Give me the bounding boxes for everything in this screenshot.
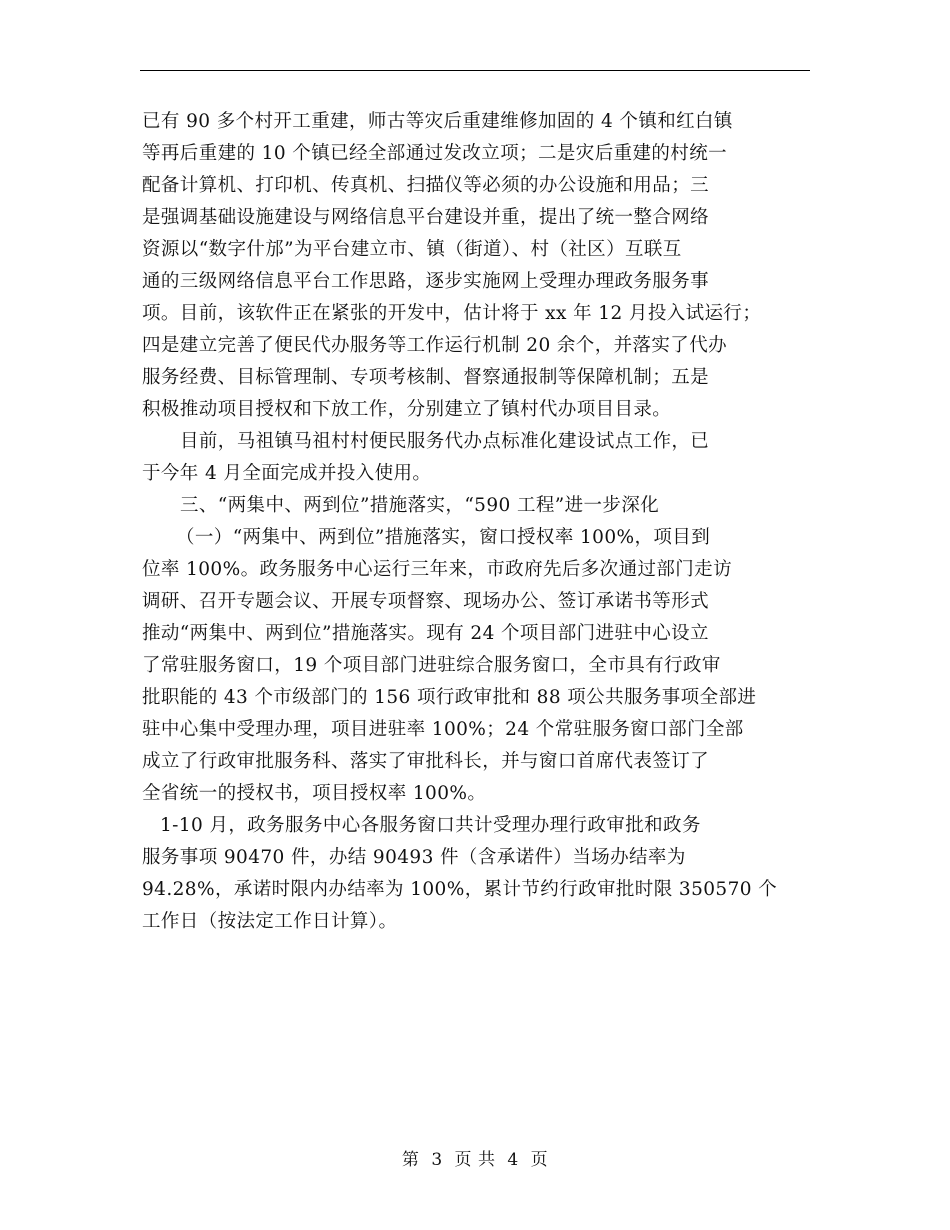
- text-line: 服务事项 90470 件，办结 90493 件（含承诺件）当场办结率为: [142, 847, 686, 868]
- document-body: [142, 106, 814, 938]
- text-line: 已有 90 多个村开工重建，师古等灾后重建维修加固的 4 个镇和红白镇: [142, 111, 733, 132]
- section-heading: 三、“两集中、两到位”措施落实，“590 工程”进一步深化: [180, 495, 660, 516]
- paragraph-start-line: 目前，马祖镇马祖村村便民服务代办点标准化建设试点工作，已: [180, 431, 710, 452]
- text-line: 配备计算机、打印机、传真机、扫描仪等必须的办公设施和用品；三: [142, 175, 710, 196]
- text-line: 驻中心集中受理办理，项目进驻率 100%；24 个常驻服务窗口部门全部: [142, 719, 744, 740]
- text-line: 积极推动项目授权和下放工作，分别建立了镇村代办项目目录。: [142, 399, 672, 420]
- text-line: 推动“两集中、两到位”措施落实。现有 24 个项目部门进驻中心设立: [142, 623, 709, 644]
- text-line: 了常驻服务窗口，19 个项目部门进驻综合服务窗口，全市具有行政审: [142, 655, 721, 676]
- page-mid: 页 共: [454, 1150, 496, 1170]
- text-line: 四是建立完善了便民代办服务等工作运行机制 20 余个，并落实了代办: [142, 335, 728, 356]
- text-line: 资源以“数字什邡”为平台建立市、镇（街道）、村（社区）互联互: [142, 239, 682, 260]
- text-line: 全省统一的授权书，项目授权率 100%。: [142, 783, 487, 804]
- text-line: 成立了行政审批服务科、落实了审批科长，并与窗口首席代表签订了: [142, 751, 710, 772]
- text-line: 通的三级网络信息平台工作思路，逐步实施网上受理办理政务服务事: [142, 271, 710, 292]
- text-line: 项。目前，该软件正在紧张的开发中，估计将于 xx 年 12 月投入试运行；: [142, 303, 762, 324]
- text-line: 于今年 4 月全面完成并投入使用。: [142, 463, 432, 484]
- total-pages-number: 4: [507, 1150, 519, 1170]
- text-line: 调研、召开专题会议、开展专项督察、现场办公、签订承诺书等形式: [142, 591, 710, 612]
- current-page-number: 3: [431, 1150, 443, 1170]
- text-line: 位率 100%。政务服务中心运行三年来，市政府先后多次通过部门走访: [142, 559, 732, 580]
- subsection-heading-line: （一）“两集中、两到位”措施落实，窗口授权率 100%，项目到: [176, 527, 711, 548]
- text-line: 批职能的 43 个市级部门的 156 项行政审批和 88 项公共服务事项全部进: [142, 687, 757, 708]
- text-line: 工作日（按法定工作日计算）。: [142, 911, 398, 932]
- paragraph-start-line: 1-10 月，政务服务中心各服务窗口共计受理办理行政审批和政务: [160, 815, 701, 836]
- page-suffix: 页: [530, 1150, 549, 1170]
- header-rule: [140, 70, 810, 71]
- text-line: 是强调基础设施建设与网络信息平台建设并重，提出了统一整合网络: [142, 207, 710, 228]
- text-line: 94.28%，承诺时限内办结率为 100%，累计节约行政审批时限 350570 个: [142, 879, 778, 900]
- text-line: 服务经费、目标管理制、专项考核制、督察通报制等保障机制；五是: [142, 367, 710, 388]
- text-line: 等再后重建的 10 个镇已经全部通过发改立项；二是灾后重建的村统一: [142, 143, 728, 164]
- page-footer: [0, 1145, 950, 1170]
- page-prefix: 第: [401, 1150, 420, 1170]
